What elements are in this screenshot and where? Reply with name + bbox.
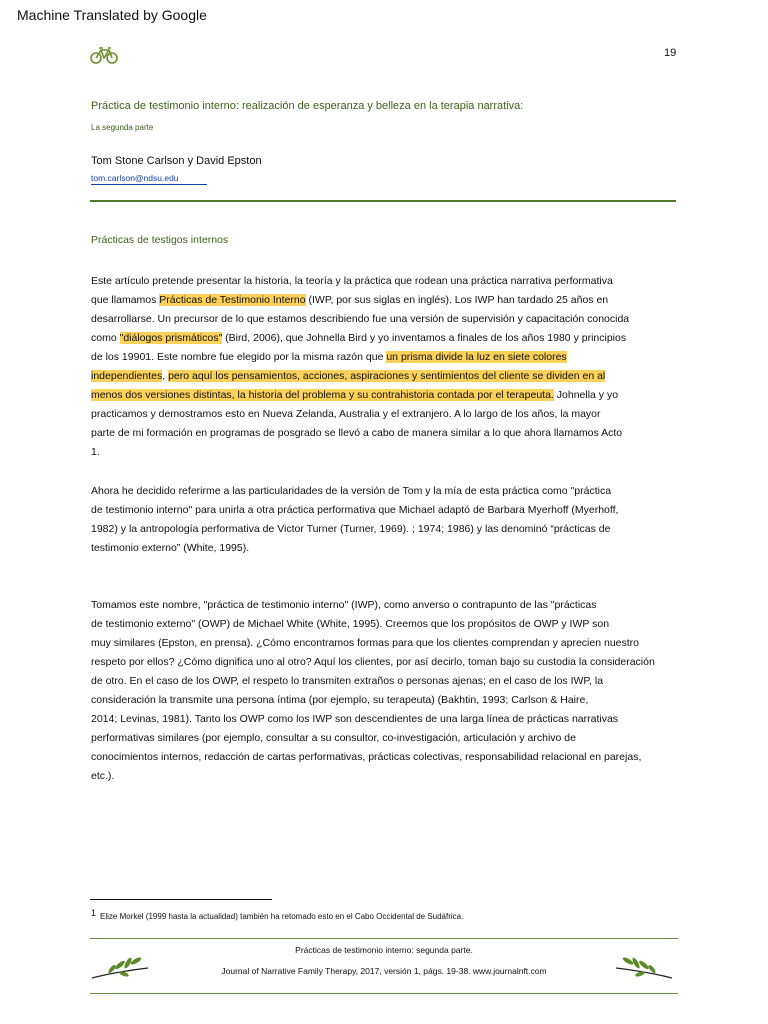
section-heading: Prácticas de testigos internos	[91, 234, 229, 246]
highlight: "diálogos prismáticos"	[119, 332, 223, 344]
footer-running-title: Prácticas de testimonio interno: segunda parte.	[295, 945, 473, 955]
text-line: etc.).	[91, 770, 115, 782]
page-number: 19	[664, 47, 677, 59]
text-line: Tomamos este nombre, "práctica de testimonio interno" (IWP), como anverso o contrapunto de las "prácticas	[91, 599, 597, 611]
text-line: testimonio externo” (White, 1995).	[91, 542, 250, 554]
text-line: de los 19901. Este nombre fue elegido por la misma razón que un prisma divide la luz en siete colores	[91, 351, 567, 363]
text-line: 1.	[91, 446, 100, 458]
footnote-text: Elize Morkel (1999 hasta la actualidad) también ha retomado esto en el Cabo Occidental de Sudáfrica.	[100, 912, 464, 921]
highlight: independientes	[91, 370, 163, 382]
authors: Tom Stone Carlson y David Epston	[91, 155, 262, 167]
highlight: menos dos versiones distintas, la historia del problema y su contrahistoria contada por el terapeuta.	[91, 389, 554, 401]
olive-branch-icon	[90, 952, 150, 982]
footnote-divider	[90, 899, 272, 900]
text-line: Este artículo pretende presentar la historia, la teoría y la práctica que rodean una práctica narrativa performativa	[91, 275, 613, 287]
text-line: 1982) y la antropología performativa de Victor Turner (Turner, 1969). ; 1974; 1986) y las denominó “prácticas de	[91, 523, 611, 535]
text-line: que llamamos Prácticas de Testimonio Interno (IWP, por sus siglas en inglés). Los IWP han tardado 25 años en	[91, 294, 609, 306]
text-line: parte de mi formación en programas de posgrado se llevó a cabo de manera similar a lo que ahora llamamos Acto	[91, 427, 623, 439]
bicycle-icon	[90, 45, 118, 65]
text-line: 2014; Levinas, 1981). Tanto los OWP como los IWP son descendientes de una larga línea de prácticas narrativas	[91, 713, 619, 725]
text-line: independientes, pero aquí los pensamientos, acciones, aspiraciones y sentimientos del cliente se dividen en al	[91, 370, 606, 382]
text-line: menos dos versiones distintas, la historia del problema y su contrahistoria contada por el terapeuta. Johnella y yo	[91, 389, 619, 401]
article-subtitle: La segunda parte	[91, 123, 154, 132]
text-line: como "diálogos prismáticos" (Bird, 2006), que Johnella Bird y yo inventamos a finales de los años 1980 y principios	[91, 332, 627, 344]
text-line: Ahora he decidido referirme a las particularidades de la versión de Tom y la mía de esta práctica como "práctica	[91, 485, 612, 497]
text-line: de otro. En el caso de los OWP, el respeto lo transmiten extraños o personas ajenas; en el caso de los IWP, la	[91, 675, 604, 687]
highlight: Prácticas de Testimonio Interno	[159, 294, 306, 306]
text-line: consideración la transmite una persona íntima (por ejemplo, su terapeuta) (Bakhtin, 1993; Carlson & Haire,	[91, 694, 589, 706]
footer-journal-citation: Journal of Narrative Family Therapy, 2017, versión 1, págs. 19-38. www.journalnft.com	[221, 966, 547, 976]
text-line: respeto por ellos? ¿Cómo dignifica uno al otro? Aquí los clientes, por así decirlo, toman bajo su custodia la consideración	[91, 656, 655, 668]
header-divider	[90, 200, 676, 202]
highlight: un prisma divide la luz en siete colores	[386, 351, 567, 363]
text-line: practicamos y demostramos esto en Nueva Zelanda, Australia y el extranjero. A lo largo de los años, la mayor	[91, 408, 601, 420]
footer-divider-top	[90, 938, 678, 939]
text-line: conocimientos internos, redacción de cartas performativas, prácticas colectivas, responsabilidad relacional en parejas,	[91, 751, 642, 763]
highlight: pero aquí los pensamientos, acciones, aspiraciones y sentimientos del cliente se dividen en al	[168, 370, 606, 382]
olive-branch-icon	[614, 952, 674, 982]
article-title: Práctica de testimonio interno: realización de esperanza y belleza en la terapia narrativa:	[91, 100, 524, 112]
text-line: de testimonio externo" (OWP) de Michael White (White, 1995). Creemos que los propósitos de OWP y IWP son	[91, 618, 610, 630]
author-email-link[interactable]: tom.carlson@ndsu.edu	[91, 172, 207, 185]
paragraph-1	[91, 272, 629, 462]
footer-divider-bottom	[90, 993, 678, 994]
paragraph-3	[91, 596, 655, 786]
text-line: de testimonio interno" para unirla a otra práctica performativa que Michael adaptó de Barbara Myerhoff (Myerhoff,	[91, 504, 619, 516]
text-line: desarrollarse. Un precursor de lo que estamos describiendo fue una versión de supervisión y capacitación conocida	[91, 313, 630, 325]
footnote	[91, 908, 463, 921]
text-line: muy similares (Epston, en prensa). ¿Cómo encontramos formas para que los clientes comprendan y aprecien nuestro	[91, 637, 640, 649]
footnote-mark: 1	[91, 908, 97, 918]
text-line: performativas similares (por ejemplo, consultar a su consultor, co-investigación, articulación y archivo de	[91, 732, 576, 744]
paragraph-2	[91, 482, 618, 558]
translation-banner: Machine Translated by Google	[17, 7, 207, 23]
